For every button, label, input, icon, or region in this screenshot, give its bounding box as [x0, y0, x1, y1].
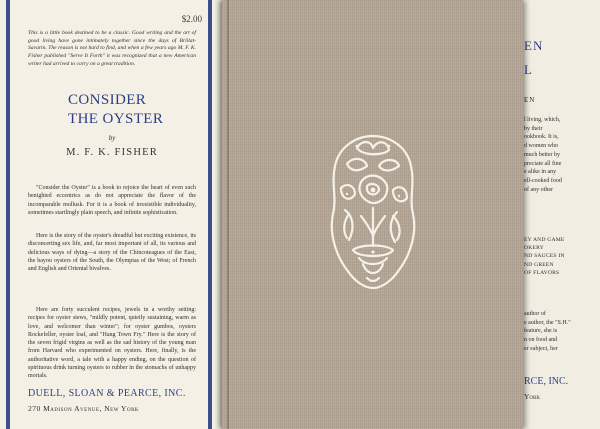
dust-jacket-back-flap [520, 0, 600, 429]
price-label: $2.00 [181, 14, 202, 24]
back-flap-paragraph-3: author of e author, the "S.H." feature, she is n on food and er subject, her [524, 311, 571, 352]
publisher-name: DUELL, SLOAN & PEARCE, INC. [28, 388, 186, 399]
flap-paragraph-1: "Consider the Oyster" is a book to rejoice the heart of even such benighted eccentrics as do not appreciate the flavor of the incomparable mollusk. For it is a book of irresistible individuality, sometimes startlingly plain speech, and infinite sophistication. [28, 185, 196, 216]
oyster-shell-vignette-emblem [327, 132, 419, 292]
back-flap-publisher: RCE, INC. [524, 376, 569, 387]
back-flap-paragraph-1: l living, which, by their ookbook. It is, d women who much better by preciate all fine e alike in any ell-cooked food of any other [524, 117, 562, 193]
flap-paragraph-3: Here are forty succulent recipes, jewels in a worthy setting: recipes for oyster stews, "mildly potent, quietly sustaining, warm as love, and welcomer than winter"; for oyster gumbos, oysters Rockefeller, oyster loaf, and "Hang Town Fry." Here is the story of the seven frigid virgins as well as the sad history of the young man from Harvard who experimented on oysters. Here, finally, is the authoritative word, a tale with a happy ending, on the question of spirituous drink turning oysters to rubber in the stomachs of unhappy mortals. [28, 307, 196, 380]
back-flap-address: York [524, 392, 540, 401]
back-flap-heading-1: EN [524, 38, 544, 53]
flap-intro-blurb: This is a little book destined to be a classic. Good writing and the art of good living have gone intimately together since the days of Brillat-Savarin. The reason is not hard to find, and when a few years ago M. F. K. Fisher published "Serve It Forth" it was recognized that a new American writer had arrived to carry on a great tradition. [28, 30, 196, 67]
book-cover-board [222, 0, 523, 429]
back-flap-paragraph-2: EY AND GAME OKERY ND SAUCES IN ND GREEN OF FLAVORS [524, 237, 565, 276]
back-flap-byline: EN [524, 96, 536, 104]
flap-border-left [6, 0, 10, 429]
byline: by [108, 134, 116, 142]
flap-border-right [208, 0, 212, 429]
publisher-address: 270 Madison Avenue, New York [28, 404, 140, 413]
book-title [28, 91, 220, 129]
back-flap-heading-2: L [524, 62, 533, 77]
book-title-line-1: CONSIDER [68, 92, 147, 108]
book-title-line-2: THE OYSTER [68, 111, 164, 127]
author-name: M. F. K. FISHER [66, 147, 158, 158]
flap-paragraph-2: Here is the story of the oyster's dreadful but exciting existence, its disconcerting sex life, and, far most important of all, its various and delicious ways of dying—a story of the Chincoteagues of the East, the bayou oysters of the South, the Olympias of the West; of French and English and Oriental bivalves. [28, 233, 196, 273]
book-hinge-line [227, 0, 229, 429]
dust-jacket-front-flap [0, 0, 220, 429]
